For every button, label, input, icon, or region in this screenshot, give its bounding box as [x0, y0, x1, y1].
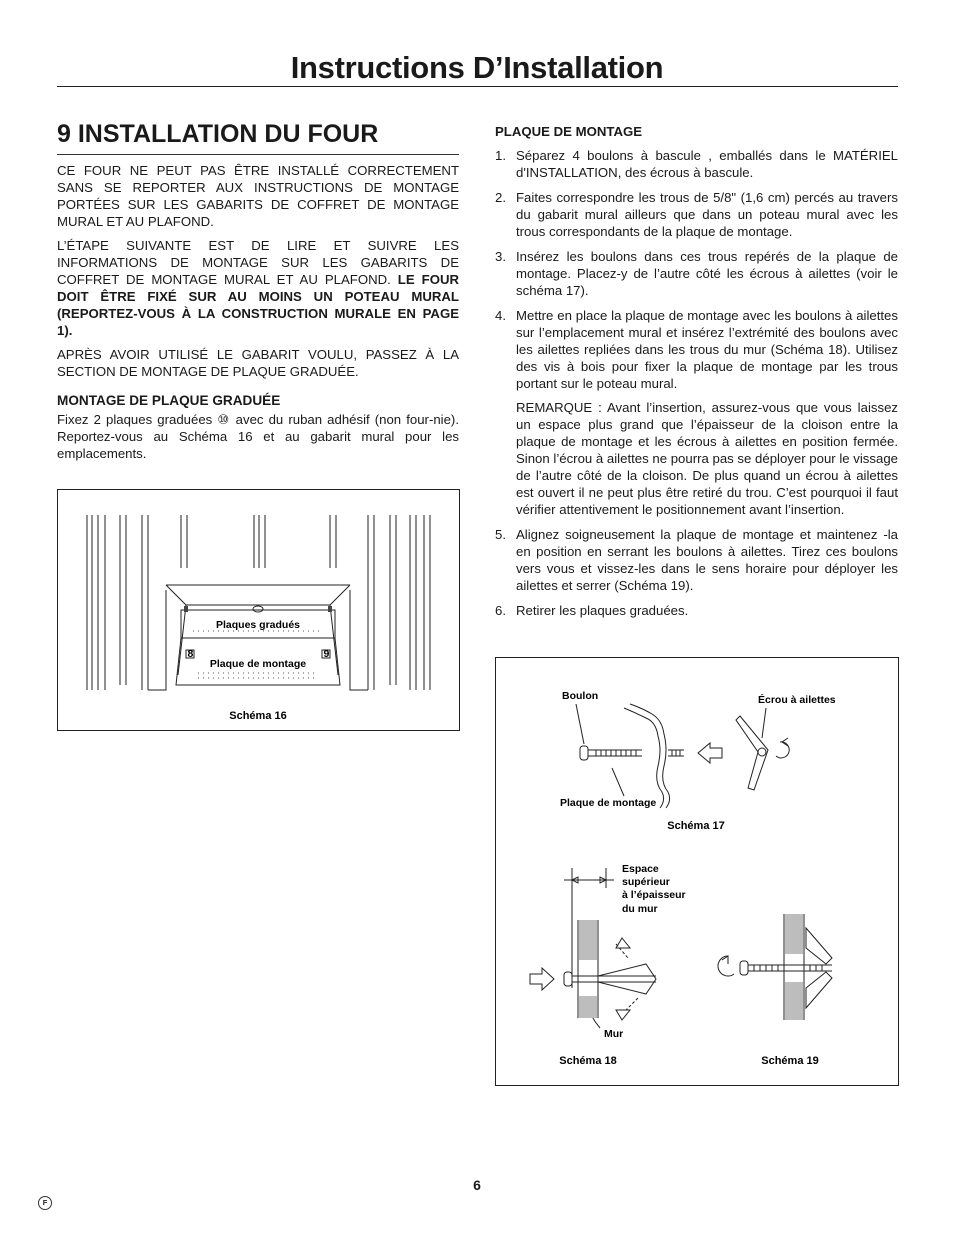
section-rule	[57, 154, 459, 155]
figure-16	[57, 489, 460, 731]
fig19-caption: Schéma 19	[761, 1055, 819, 1067]
fig18-caption: Schéma 18	[559, 1055, 617, 1067]
fig18-label-space-4: du mur	[622, 903, 658, 915]
fig18-label-wall: Mur	[604, 1028, 624, 1040]
step-item: 6. Retirer les plaques graduées.	[495, 603, 689, 618]
fig18-label-space-1: Espace	[622, 863, 659, 875]
step-item: 3. Insérez les boulons dans ces trous repérés de la plaque de montage. Placez-y de l’autre côté les écrous à ailettes (voir le schéma 17).	[495, 249, 898, 298]
fig17-caption: Schéma 17	[667, 820, 725, 832]
fig16-marker-right: 9	[323, 648, 330, 660]
page-title: Instructions D’Installation	[290, 50, 664, 85]
step-item: 1. Séparez 4 boulons à bascule , emballés dans le MATÉRIEL d'INSTALLATION, des écrous à bascule.	[495, 148, 898, 180]
fig17-label-bolt: Boulon	[562, 690, 599, 702]
step-4-note: REMARQUE : Avant l’insertion, assurez-vous que vous laissez un espace plus grand que l’épaisseur de la cloison entre la plaque de montage et les écrous à ailettes en position fermée. Sinon l’écrou à ailettes ne pourra pas se déployer pour le vissage de l’autre côté de la cloison. De plus quand un écrou à ailettes est ouvert il ne peut plus être retiré du trou. C’est pourquoi il faut vérifier attentivement le positionnement avant l’insertion.	[516, 400, 898, 517]
fig18-label-space-2: supérieur	[622, 876, 670, 888]
figure-17-19	[495, 657, 899, 1086]
fig17-label-mount: Plaque de montage	[560, 797, 657, 809]
figure-16-drawing	[58, 490, 459, 730]
fig16-marker-left: 8	[187, 648, 194, 660]
title-rule	[57, 86, 898, 87]
after-template-paragraph: APRÈS AVOIR UTILISÉ LE GABARIT VOULU, PASSEZ À LA SECTION DE MONTAGE DE PLAQUE GRADUÉE.	[57, 347, 459, 379]
page-number: 6	[473, 1177, 481, 1193]
step-item: 4. Mettre en place la plaque de montage avec les boulons à ailettes sur l’emplacement mural et insérez l’extrémité des boulons avec les ailettes repliées dans les trous du mur (Schéma 18). Utilisez des vis à bois pour fixer la plaque de montage par les trous portant sur le poteau mural. REMARQUE : Avant l’insertion, assurez-vous que vous laissez un espace plus grand que l’épaisseur de la cloison entre la plaque de montage et les écrous à ailettes en position fermée. Sinon l’écrou à ailettes ne pourra pas se déployer pour le vissage de l’autre côté de la cloison. De plus quand un écrou à ailettes est ouvert il ne peut plus être retiré du trou. C’est pourquoi il faut vérifier attentivement le positionnement avant l’insertion.	[495, 308, 898, 517]
fig16-caption: Schéma 16	[229, 710, 287, 722]
fig16-label-mount: Plaque de montage	[209, 658, 307, 670]
figure-17-19-drawing	[496, 658, 898, 1085]
intro-paragraph: CE FOUR NE PEUT PAS ÊTRE INSTALLÉ CORRECTEMENT SANS SE REPORTER AUX INSTRUCTIONS DE MONTAGE PORTÉES SUR LES GABARITS DE COFFRET DE MONTAGE MURAL ET AU PLAFOND.	[57, 163, 459, 229]
fig16-label-plates: Plaques gradués	[215, 619, 301, 631]
fig18-label-space-3: à l’épaisseur	[622, 889, 686, 901]
stud-warning: LE FOUR DOIT ÊTRE FIXÉ SUR AU MOINS UN POTEAU MURAL (REPORTEZ-VOUS À LA CONSTRUCTION MURALE EN PAGE 1).	[57, 272, 459, 338]
subhead-graduated-plate: MONTAGE DE PLAQUE GRADUÉE	[57, 393, 281, 408]
left-column	[57, 162, 459, 469]
fig17-label-nut: Écrou à ailettes	[758, 694, 836, 706]
mounting-plate-heading: PLAQUE DE MONTAGE	[495, 124, 643, 139]
graduated-plate-paragraph: Fixez 2 plaques graduées ⑩ avec du ruban adhésif (non four-nie). Reportez-vous au Schéma 16 et au gabarit mural pour les emplacements.	[57, 412, 459, 461]
step-item: 2. Faites correspondre les trous de 5/8" (1,6 cm) percés au travers du gabarit mural ailleurs que dans un poteau mural avec les trous correspondants de la plaque de montage.	[495, 190, 898, 239]
step-item: 5. Alignez soigneusement la plaque de montage et maintenez -la en position en serrant les boulons à ailettes. Tirez ces boulons vers vous et vissez-les dans le sens horaire pour déployer les ailettes et serrer (Schéma 19).	[495, 527, 898, 593]
right-column	[495, 123, 898, 627]
language-badge: F	[38, 1196, 52, 1210]
mounting-steps	[495, 147, 898, 619]
section-title: 9 INSTALLATION DU FOUR	[57, 120, 379, 148]
steps-paragraph: L’ÉTAPE SUIVANTE EST DE LIRE ET SUIVRE LES INFORMATIONS DE MONTAGE SUR LES GABARITS DE COFFRET DE MONTAGE MURAL ET AU PLAFOND. LE FOUR DOIT ÊTRE FIXÉ SUR AU MOINS UN POTEAU MURAL (REPORTEZ-VOUS À LA CONSTRUCTION MURALE EN PAGE 1).	[57, 238, 459, 338]
